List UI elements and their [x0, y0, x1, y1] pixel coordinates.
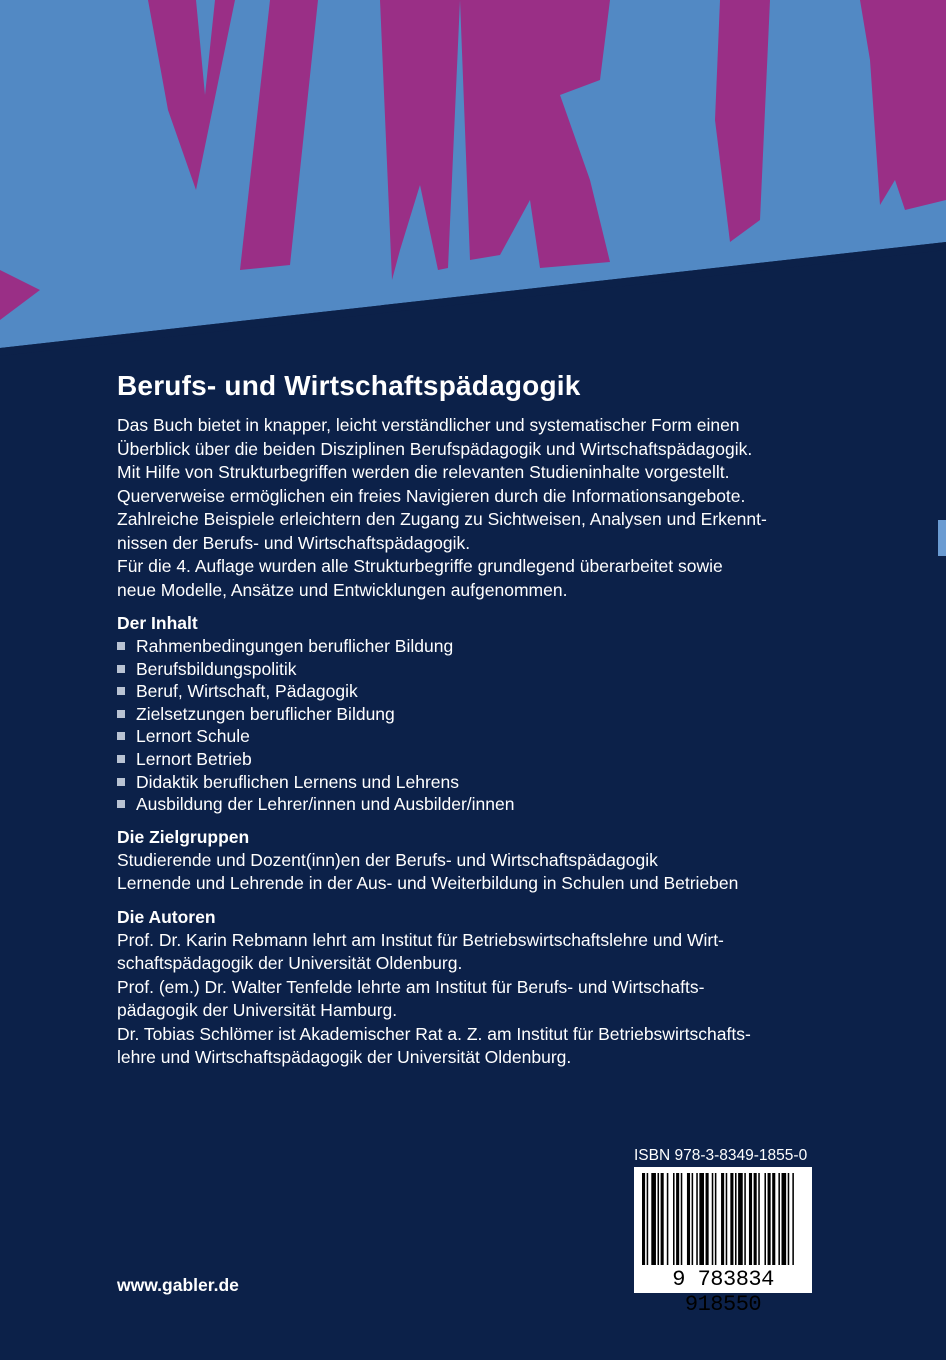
bullet-square-icon — [117, 710, 125, 718]
publisher-website-link[interactable]: www.gabler.de — [117, 1275, 239, 1295]
barcode-bar — [788, 1173, 790, 1265]
barcode-bar — [768, 1173, 771, 1265]
intro-line: Mit Hilfe von Strukturbegriffen werden die relevanten Studieninhalte vorgestellt. — [117, 462, 730, 482]
intro-line: Überblick über die beiden Disziplinen Berufspädagogik und Wirtschaftspädagogik. — [117, 438, 753, 459]
bullet-square-icon — [117, 642, 125, 650]
barcode-bar — [754, 1173, 757, 1265]
bullet-square-icon — [117, 755, 125, 763]
list-item: Rahmenbedingungen beruflicher Bildung — [117, 635, 827, 658]
barcode-digits: 9 783834 918550 — [672, 1267, 774, 1317]
bullet-square-icon — [117, 665, 125, 673]
barcode-bar — [706, 1173, 709, 1265]
barcode-bar — [712, 1173, 714, 1265]
barcode-bar — [738, 1173, 743, 1265]
barcode-bar — [749, 1173, 752, 1265]
barcode-bar — [651, 1173, 656, 1265]
barcode-bar — [699, 1173, 704, 1265]
barcode-bar — [681, 1173, 683, 1265]
intro-line: neue Modelle, Ansätze und Entwicklungen aufgenommen. — [117, 579, 568, 600]
autoren-line: pädagogik der Universität Hamburg. — [117, 1000, 398, 1021]
barcode — [634, 1167, 812, 1317]
bullet-square-icon — [117, 732, 125, 740]
barcode-bar — [778, 1173, 780, 1265]
barcode-bar — [661, 1173, 664, 1265]
list-item: Lernort Schule — [117, 725, 827, 748]
barcode-bar — [730, 1173, 733, 1265]
autoren-line: lehre und Wirtschaftspädagogik der Universität Oldenburg. — [117, 1047, 572, 1068]
spine-marker — [938, 520, 946, 556]
back-cover-text — [117, 368, 827, 1070]
barcode-bar — [758, 1173, 760, 1265]
barcode-bar — [726, 1173, 728, 1265]
barcode-bars-icon — [634, 1167, 812, 1267]
bullet-square-icon — [117, 800, 125, 808]
autoren-line: Dr. Tobias Schlömer ist Akademischer Rat a. Z. am Institut für Betriebswirtschafts- — [117, 1023, 751, 1044]
intro-line: Das Buch bietet in knapper, leicht verständlicher und systematischer Form einen — [117, 415, 740, 435]
barcode-bar — [715, 1173, 717, 1265]
autoren-line: Prof. (em.) Dr. Walter Tenfelde lehrte am Institut für Berufs- und Wirtschafts- — [117, 976, 705, 997]
autoren-heading: Die Autoren — [117, 906, 216, 927]
bullet-square-icon — [117, 778, 125, 786]
list-item: Zielsetzungen beruflicher Bildung — [117, 703, 827, 726]
barcode-bar — [782, 1173, 787, 1265]
list-item: Beruf, Wirtschaft, Pädagogik — [117, 680, 827, 703]
barcode-bar — [642, 1173, 645, 1265]
barcode-bar — [692, 1173, 694, 1265]
autoren-line: schaftspädagogik der Universität Oldenburg. — [117, 953, 463, 974]
intro-paragraph — [117, 414, 827, 602]
barcode-bar — [673, 1173, 675, 1265]
barcode-bar — [735, 1173, 737, 1265]
isbn-label: ISBN 978-3-8349-1855-0 — [634, 1147, 808, 1164]
intro-line: nissen der Berufs- und Wirtschaftspädagogik. — [117, 532, 471, 553]
barcode-bar — [658, 1173, 660, 1265]
zielgruppen-line: Studierende und Dozent(inn)en der Berufs- und Wirtschaftspädagogik — [117, 849, 658, 870]
list-item: Lernort Betrieb — [117, 748, 827, 771]
inhalt-list — [117, 635, 827, 816]
list-item: Didaktik beruflichen Lernens und Lehrens — [117, 771, 827, 794]
barcode-bar — [744, 1173, 746, 1265]
bullet-square-icon — [117, 687, 125, 695]
intro-line: Querverweise ermöglichen ein freies Navigieren durch die Informationsangebote. — [117, 485, 746, 506]
barcode-bar — [687, 1173, 690, 1265]
autoren-text — [117, 929, 827, 1070]
zielgruppen-text — [117, 849, 827, 896]
barcode-bar — [667, 1173, 669, 1265]
list-item: Ausbildung der Lehrer/innen und Ausbilder/innen — [117, 793, 827, 816]
intro-line: Zahlreiche Beispiele erleichtern den Zugang zu Sichtweisen, Analysen und Erkennt- — [117, 509, 767, 529]
inhalt-heading: Der Inhalt — [117, 613, 198, 633]
zielgruppen-line: Lernende und Lehrende in der Aus- und Weiterbildung in Schulen und Betrieben — [117, 873, 739, 894]
barcode-bar — [647, 1173, 649, 1265]
barcode-bar — [676, 1173, 679, 1265]
barcode-bar — [721, 1173, 724, 1265]
list-item: Berufsbildungspolitik — [117, 658, 827, 681]
book-title: Berufs- und Wirtschaftspädagogik — [117, 370, 581, 401]
barcode-bar — [764, 1173, 766, 1265]
autoren-line: Prof. Dr. Karin Rebmann lehrt am Institut für Betriebswirtschaftslehre und Wirt- — [117, 929, 724, 950]
intro-line: Für die 4. Auflage wurden alle Strukturbegriffe grundlegend überarbeitet sowie — [117, 556, 723, 576]
barcode-bar — [792, 1173, 794, 1265]
barcode-bar — [696, 1173, 698, 1265]
barcode-bar — [772, 1173, 775, 1265]
zielgruppen-heading: Die Zielgruppen — [117, 826, 250, 847]
